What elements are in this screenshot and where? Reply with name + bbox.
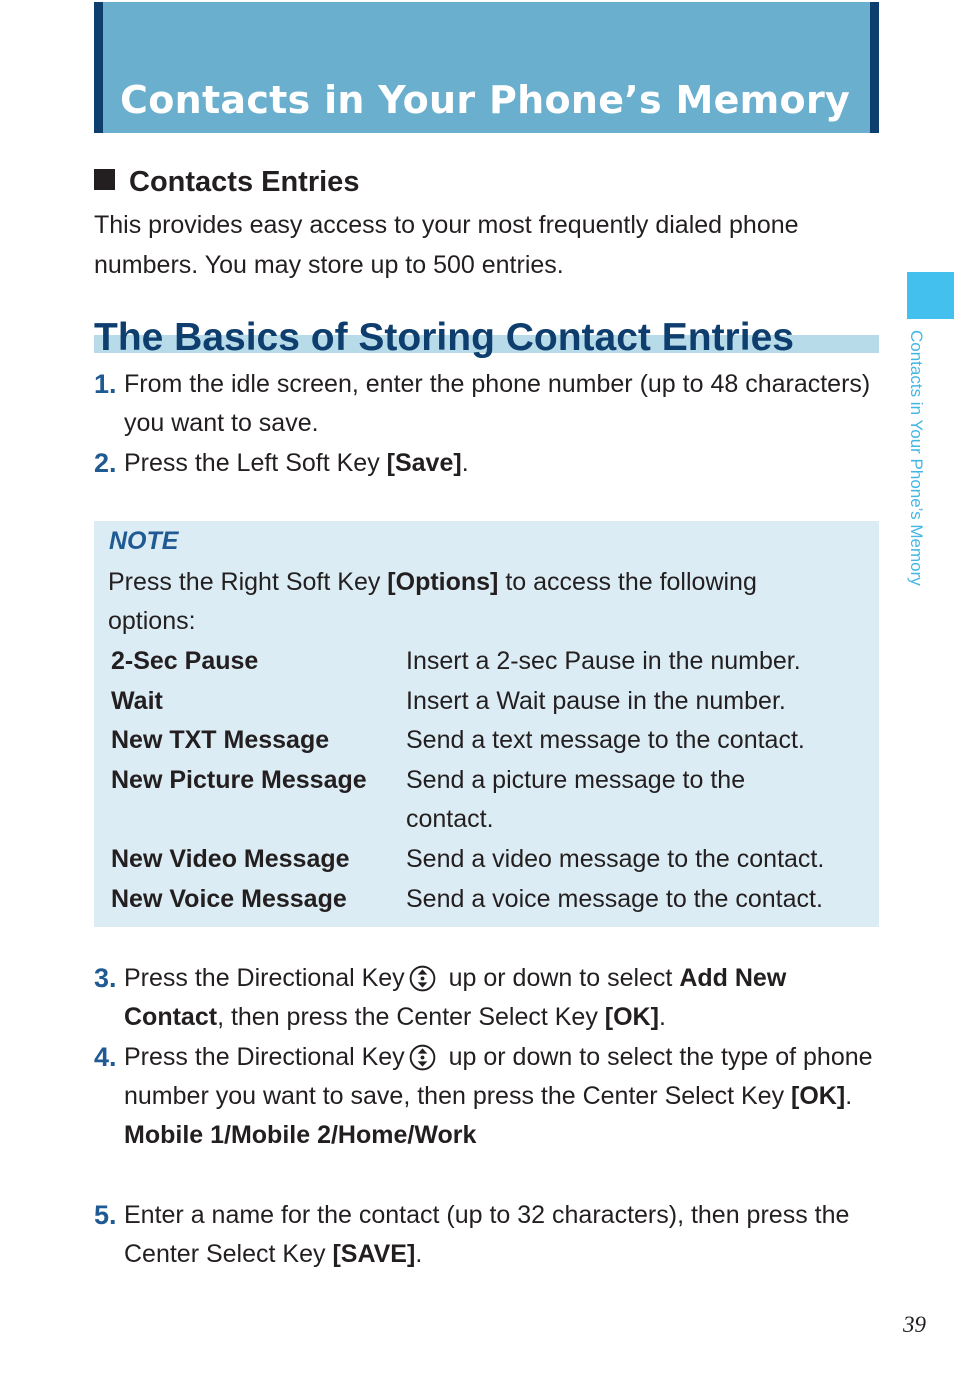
note-title: NOTE bbox=[109, 527, 179, 555]
chapter-title: Contacts in Your Phone’s Memory bbox=[120, 78, 851, 122]
option-desc: Insert a Wait pause in the number. bbox=[406, 687, 786, 715]
key-label: [OK] bbox=[604, 1003, 659, 1031]
subsection-text: This provides easy access to your most frequently dialed phone numbers. You may store up to 500 entries. bbox=[94, 211, 799, 279]
note-intro: Press the Right Soft Key [Options] to access the following options: bbox=[108, 568, 757, 635]
option-desc: Send a voice message to the contact. bbox=[406, 885, 823, 913]
note-box bbox=[94, 521, 879, 927]
side-tab-marker bbox=[907, 272, 954, 319]
number-type-options: Mobile 1/Mobile 2/Home/Work bbox=[124, 1121, 477, 1149]
step-number: 3. bbox=[94, 963, 117, 993]
key-label: [OK] bbox=[791, 1082, 846, 1110]
step-text: From the idle screen, enter the phone number (up to 48 characters) you want to save. bbox=[124, 370, 871, 437]
step-text: Press the Left Soft Key [Save]. bbox=[124, 449, 469, 477]
option-name: New TXT Message bbox=[111, 726, 330, 754]
square-bullet-icon bbox=[94, 169, 115, 190]
step-number: 1. bbox=[94, 369, 117, 399]
chapter-banner bbox=[94, 2, 879, 133]
page-number: 39 bbox=[903, 1312, 926, 1337]
key-label: [Save] bbox=[386, 449, 462, 477]
step-number: 4. bbox=[94, 1042, 117, 1072]
directional-key-icon bbox=[409, 1044, 436, 1071]
step-text: Enter a name for the contact (up to 32 characters), then press the Center Select Key [SAVE]. bbox=[124, 1201, 850, 1268]
step-text: Press the Directional Key up or down to select the type of phone number you want to save, then press the Center Select Key [OK]. bbox=[124, 1043, 873, 1110]
subsection-title: Contacts Entries bbox=[129, 166, 360, 198]
step-1 bbox=[94, 365, 874, 443]
step-4 bbox=[94, 1038, 874, 1155]
side-tab-label: Contacts in Your Phone’s Memory bbox=[907, 330, 926, 586]
option-desc: Send a video message to the contact. bbox=[406, 845, 825, 873]
option-desc: Insert a 2-sec Pause in the number. bbox=[406, 647, 801, 675]
step-number: 5. bbox=[94, 1200, 117, 1230]
step-text: Press the Directional Key up or down to select Add New Contact, then press the Center Select Key [OK]. bbox=[124, 964, 787, 1031]
option-name: New Picture Message bbox=[111, 766, 367, 794]
option-desc: Send a text message to the contact. bbox=[406, 726, 805, 754]
option-name: New Video Message bbox=[111, 845, 350, 873]
step-number: 2. bbox=[94, 448, 117, 478]
option-desc: Send a picture message to the contact. bbox=[406, 766, 746, 833]
key-label: [Options] bbox=[387, 568, 499, 596]
option-name: Wait bbox=[111, 687, 163, 715]
key-label: [SAVE] bbox=[332, 1240, 416, 1268]
step-2 bbox=[94, 444, 874, 483]
step-5 bbox=[94, 1196, 874, 1274]
step-3 bbox=[94, 959, 874, 1037]
subsection-heading bbox=[94, 166, 359, 199]
section-title: The Basics of Storing Contact Entries bbox=[94, 316, 794, 359]
option-name: 2-Sec Pause bbox=[111, 647, 259, 675]
option-name: New Voice Message bbox=[111, 885, 347, 913]
directional-key-icon bbox=[409, 965, 436, 992]
